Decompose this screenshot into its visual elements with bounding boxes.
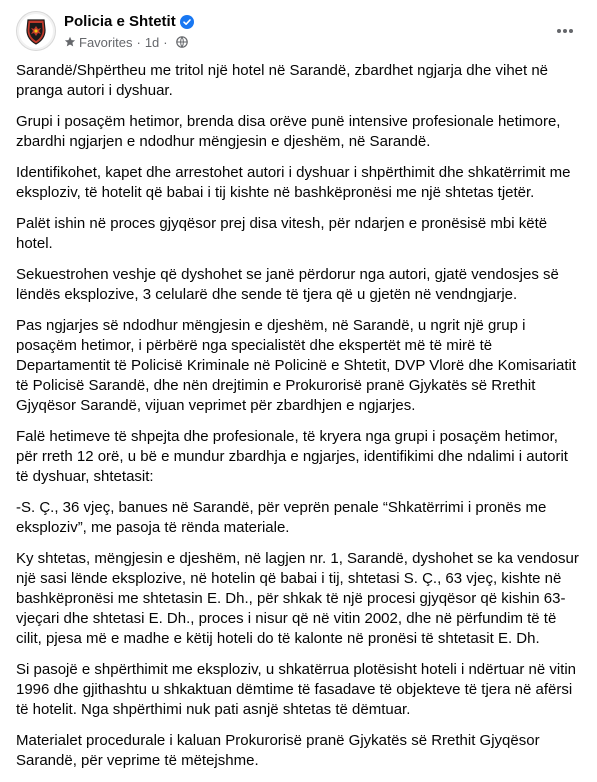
post-paragraph: -S. Ç., 36 vjeç, banues në Sarandë, për veprën penale “Shkatërrimi i pronës me eksploziv”, me pasoja të rënda materiale. xyxy=(16,499,547,536)
post-paragraph: Si pasojë e shpërthimit me eksploziv, u shkatërrua plotësisht hoteli i ndërtuar në vitin 1996 dhe gjithashtu u shkaktuan dëmtime të fasadave të objekteve të tjera në afërsi të hotelit. Nga shpërthimi nuk pati asnjë shtetas të dëmtuar. xyxy=(16,661,577,718)
page-avatar[interactable] xyxy=(16,11,56,51)
post-paragraph: Pas ngjarjes së ndodhur mëngjesin e djeshëm, në Sarandë, u ngrit një grup i posaçëm hetimor, i përbërë nga specialistët dhe ekspertët më të mirë të Departamentit të Policisë Kriminale në Policinë e Shtetit, DVP Vlorë dhe Komisariatit të Policisë Sarandë, dhe nën drejtimin e Prokurorisë pranë Gjykatës së Rrethit Gjyqësor Sarandë, vijuan veprimet për zbardhjen e ngjarjes. xyxy=(16,317,576,414)
more-options-icon[interactable] xyxy=(549,15,581,47)
post-paragraph: Materialet procedurale i kaluan Prokurorisë pranë Gjykatës së Rrethit Gjyqësor Sarandë, për veprime të mëtejshme. xyxy=(16,732,540,769)
post-subline xyxy=(64,34,194,50)
post-paragraph: Sarandë/Shpërtheu me tritol një hotel në Sarandë, zbardhet ngjarja dhe vihet në pranga autori i dyshuar. xyxy=(16,62,549,99)
post-header xyxy=(16,11,581,51)
separator-dot: · xyxy=(136,34,141,50)
post-paragraph: Sekuestrohen veshje që dyshohet se janë përdorur nga autori, gjatë vendosjes së lëndës eksplozive, 3 celularë dhe sende të tjera që u gjetën në vendngjarje. xyxy=(16,266,559,303)
star-icon xyxy=(64,36,76,48)
verified-badge-icon xyxy=(180,15,194,29)
post-paragraph: Falë hetimeve të shpejta dhe profesionale, të kryera nga grupi i posaçëm hetimor, për rreth 12 orë, u bë e mundur zbardhja e ngjarjes, identifikimi dhe ndalimi i autorit të dyshuar, shtetasit: xyxy=(16,428,568,485)
post-body xyxy=(16,61,583,782)
post-meta xyxy=(64,12,194,50)
post-paragraph: Palët ishin në proces gjyqësor prej disa vitesh, për ndarjen e pronësisë mbi këtë hotel. xyxy=(16,215,548,252)
name-row xyxy=(64,12,194,32)
post-paragraph: Grupi i posaçëm hetimor, brenda disa orëve punë intensive profesionale hetimore, zbardhi ngjarjen e ndodhur mëngjesin e djeshëm, në Sarandë. xyxy=(16,113,561,150)
page-name[interactable]: Policia e Shtetit xyxy=(64,13,176,30)
post-paragraph: Identifikohet, kapet dhe arrestohet autori i dyshuar i shpërthimit dhe shkatërrimit me eksploziv, të hotelit që babai i tij kishte në bashkëpronësi me një shtetas tjetër. xyxy=(16,164,571,201)
globe-icon[interactable] xyxy=(176,36,188,48)
separator-dot-2: · xyxy=(163,34,168,50)
audience-label[interactable]: Favorites xyxy=(79,34,133,50)
police-badge-icon xyxy=(18,13,54,49)
post-time[interactable]: 1d xyxy=(144,34,160,50)
post-paragraph: Ky shtetas, mëngjesin e djeshëm, në lagjen nr. 1, Sarandë, dyshohet se ka vendosur një sasi lënde eksplozive, në hotelin që babai i tij, shtetasi S. Ç., 63 vjeç, kishte në bashkëpronësi me shtetasin E. Dh., për shkak të një procesi gjyqësor që kishin 63-vjeçari dhe shtetasi E. Dh., proces i nisur që në vitin 2002, dhe në përfundim të të cilit, pjesa më e madhe e këtij hoteli do të kalonte në pronësi të shtetasit E. Dh. xyxy=(16,550,579,647)
